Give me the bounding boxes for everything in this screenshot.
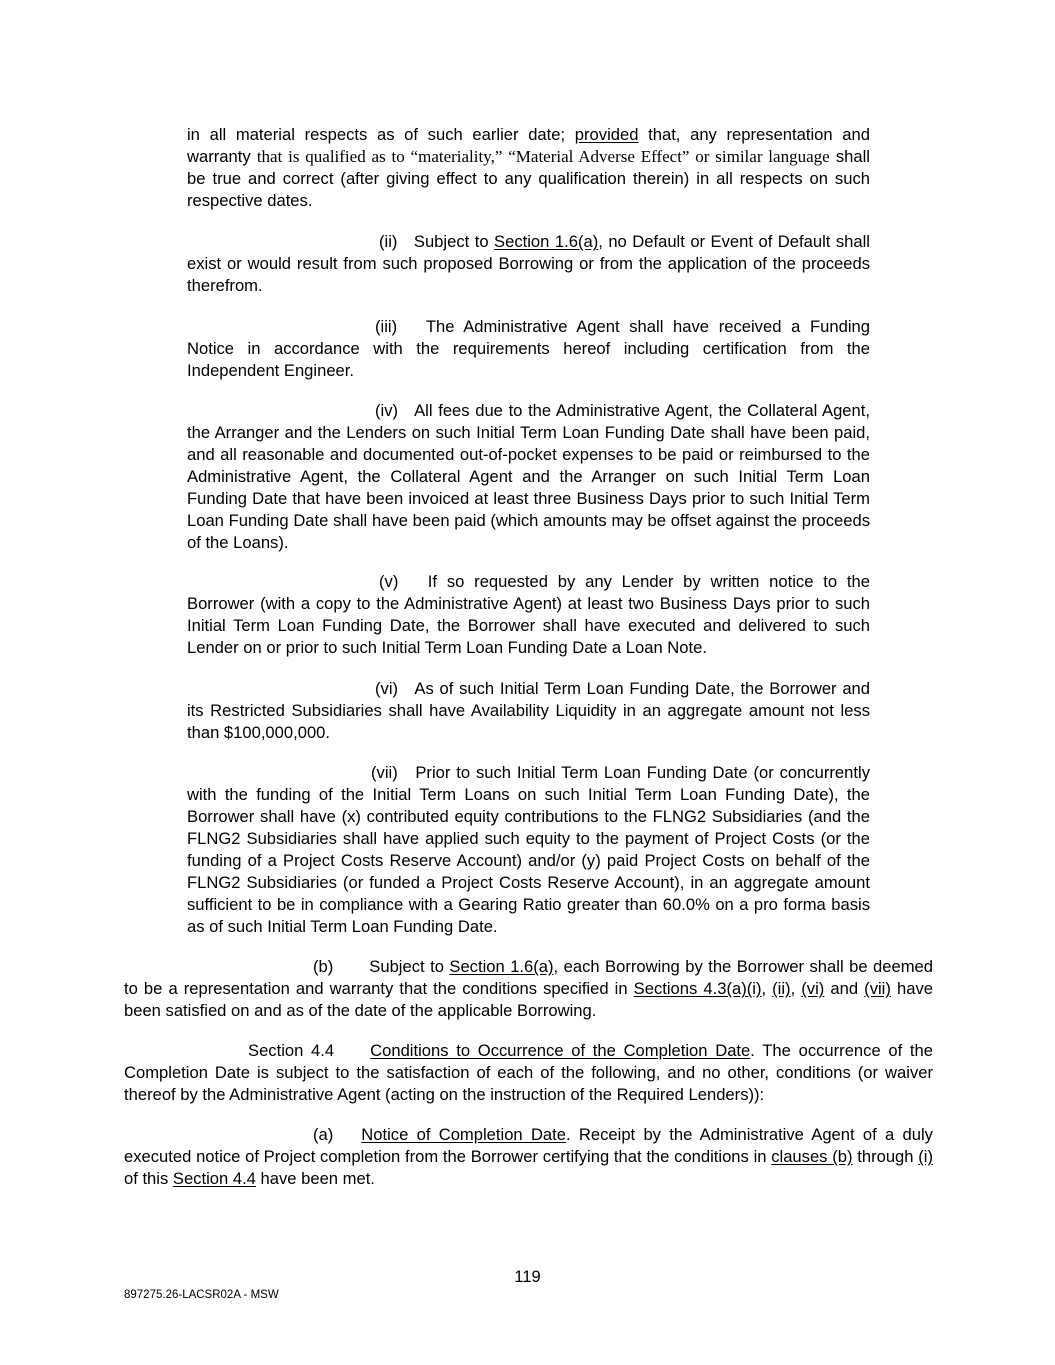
text-run: that, any representation and warranty xyxy=(187,125,870,166)
clause-ii xyxy=(187,231,870,297)
clause-reference: clauses (b) xyxy=(771,1147,853,1166)
clause-number: (vi) xyxy=(375,679,399,698)
section-reference: (ii) xyxy=(772,979,791,998)
text-run: in all material respects as of such earlier date; xyxy=(187,125,575,144)
clause-iii xyxy=(187,316,870,382)
text-run: , each Borrowing by the Borrower shall be deemed to be a representation and warranty that the conditions specified in xyxy=(124,957,933,998)
clause-reference: (i) xyxy=(918,1147,933,1166)
clause-text: The Administrative Agent shall have received a Funding Notice in accordance with the requirements hereof including certification from the Independent Engineer. xyxy=(187,317,870,380)
clause-number: (v) xyxy=(379,572,399,591)
section-4-4 xyxy=(124,1040,933,1106)
text-run: , xyxy=(790,979,802,998)
text-run: of this xyxy=(124,1169,173,1188)
text-run: through xyxy=(852,1147,919,1166)
paragraph-continuation xyxy=(187,124,870,212)
clause-text: All fees due to the Administrative Agent, the Collateral Agent, the Arranger and the Lenders on such Initial Term Loan Funding Date shall have been paid, and all reasonable and documented out-of-pocket expenses to be paid or reimbursed to the Administrative Agent, the Collateral Agent and the Arranger on such Initial Term Loan Funding Date that have been invoiced at least three Business Days prior to such Initial Term Loan Funding Date shall have been paid (which amounts may be offset against the proceeds of the Loans). xyxy=(187,401,870,552)
clause-number: (b) xyxy=(313,957,334,976)
clause-text: As of such Initial Term Loan Funding Date, the Borrower and its Restricted Subsidiaries shall have Availability Liquidity in an aggregate amount not less than $100,000,000. xyxy=(187,679,871,742)
clause-number: (ii) xyxy=(379,232,398,251)
text-run: have been met. xyxy=(255,1169,375,1188)
clause-vii xyxy=(187,762,870,938)
section-reference: Section 4.4 xyxy=(172,1169,256,1188)
text-run-serif: that is qualified as to “materiality,” “Material Adverse Effect” or similar language xyxy=(256,147,830,166)
clause-number: (iv) xyxy=(375,401,399,420)
clause-heading: Notice of Completion Date xyxy=(361,1125,566,1144)
section-reference: (vii) xyxy=(864,979,891,998)
clause-b xyxy=(124,956,933,1022)
clause-iv xyxy=(187,400,870,554)
document-id: 897275.26-LACSR02A - MSW xyxy=(124,1289,279,1301)
clause-a xyxy=(124,1124,933,1190)
text-run: shall be true and correct (after giving effect to any qualification therein) in all respects on such respective dates. xyxy=(187,147,870,210)
text-run: . Receipt by the Administrative Agent of a duly executed notice of Project completion from the Borrower certifying that the conditions in xyxy=(124,1125,933,1166)
text-run: and xyxy=(824,979,865,998)
section-reference: (vi) xyxy=(801,979,825,998)
clause-number: (a) xyxy=(313,1125,334,1144)
text-run: have been satisfied on and as of the date of the applicable Borrowing. xyxy=(124,979,933,1020)
text-run: , no Default or Event of Default shall exist or would result from such proposed Borrowing or from the application of the proceeds therefrom. xyxy=(187,232,870,295)
section-label: Section 4.4 xyxy=(248,1041,335,1060)
clause-number: (vii) xyxy=(371,763,398,782)
section-reference: Sections 4.3(a)(i) xyxy=(633,979,762,998)
clause-number: (iii) xyxy=(375,317,398,336)
defined-term-provided: provided xyxy=(574,125,639,144)
section-heading: Conditions to Occurrence of the Completion Date xyxy=(370,1041,751,1060)
text-run: , xyxy=(761,979,773,998)
text-run: Subject to xyxy=(413,232,495,251)
section-reference: Section 1.6(a) xyxy=(494,232,599,251)
clause-vi xyxy=(187,678,870,744)
clause-text: If so requested by any Lender by written notice to the Borrower (with a copy to the Administrative Agent) at least two Business Days prior to such Initial Term Loan Funding Date, the Borrower shall have executed and delivered to such Lender on or prior to such Initial Term Loan Funding Date a Loan Note. xyxy=(187,572,870,657)
page-number: 119 xyxy=(514,1267,541,1286)
clause-text: Prior to such Initial Term Loan Funding Date (or concurrently with the funding of the Initial Term Loans on such Initial Term Loan Funding Date), the Borrower shall have (x) contributed equity contributions to the FLNG2 Subsidiaries (and the FLNG2 Subsidiaries shall have applied such equity to the payment of Project Costs (or the funding of a Project Costs Reserve Account) and/or (y) paid Project Costs on behalf of the FLNG2 Subsidiaries (or funded a Project Costs Reserve Account), in an aggregate amount sufficient to be in compliance with a Gearing Ratio greater than 60.0% on a pro forma basis as of such Initial Term Loan Funding Date. xyxy=(187,763,870,936)
section-text: . The occurrence of the Completion Date is subject to the satisfaction of each of the following, and no other, conditions (or waiver thereof by the Administrative Agent (acting on the instruction of the Required Lenders)): xyxy=(124,1041,934,1104)
section-reference: Section 1.6(a) xyxy=(449,957,554,976)
clause-v xyxy=(187,571,870,659)
text-run: Subject to xyxy=(369,957,450,976)
